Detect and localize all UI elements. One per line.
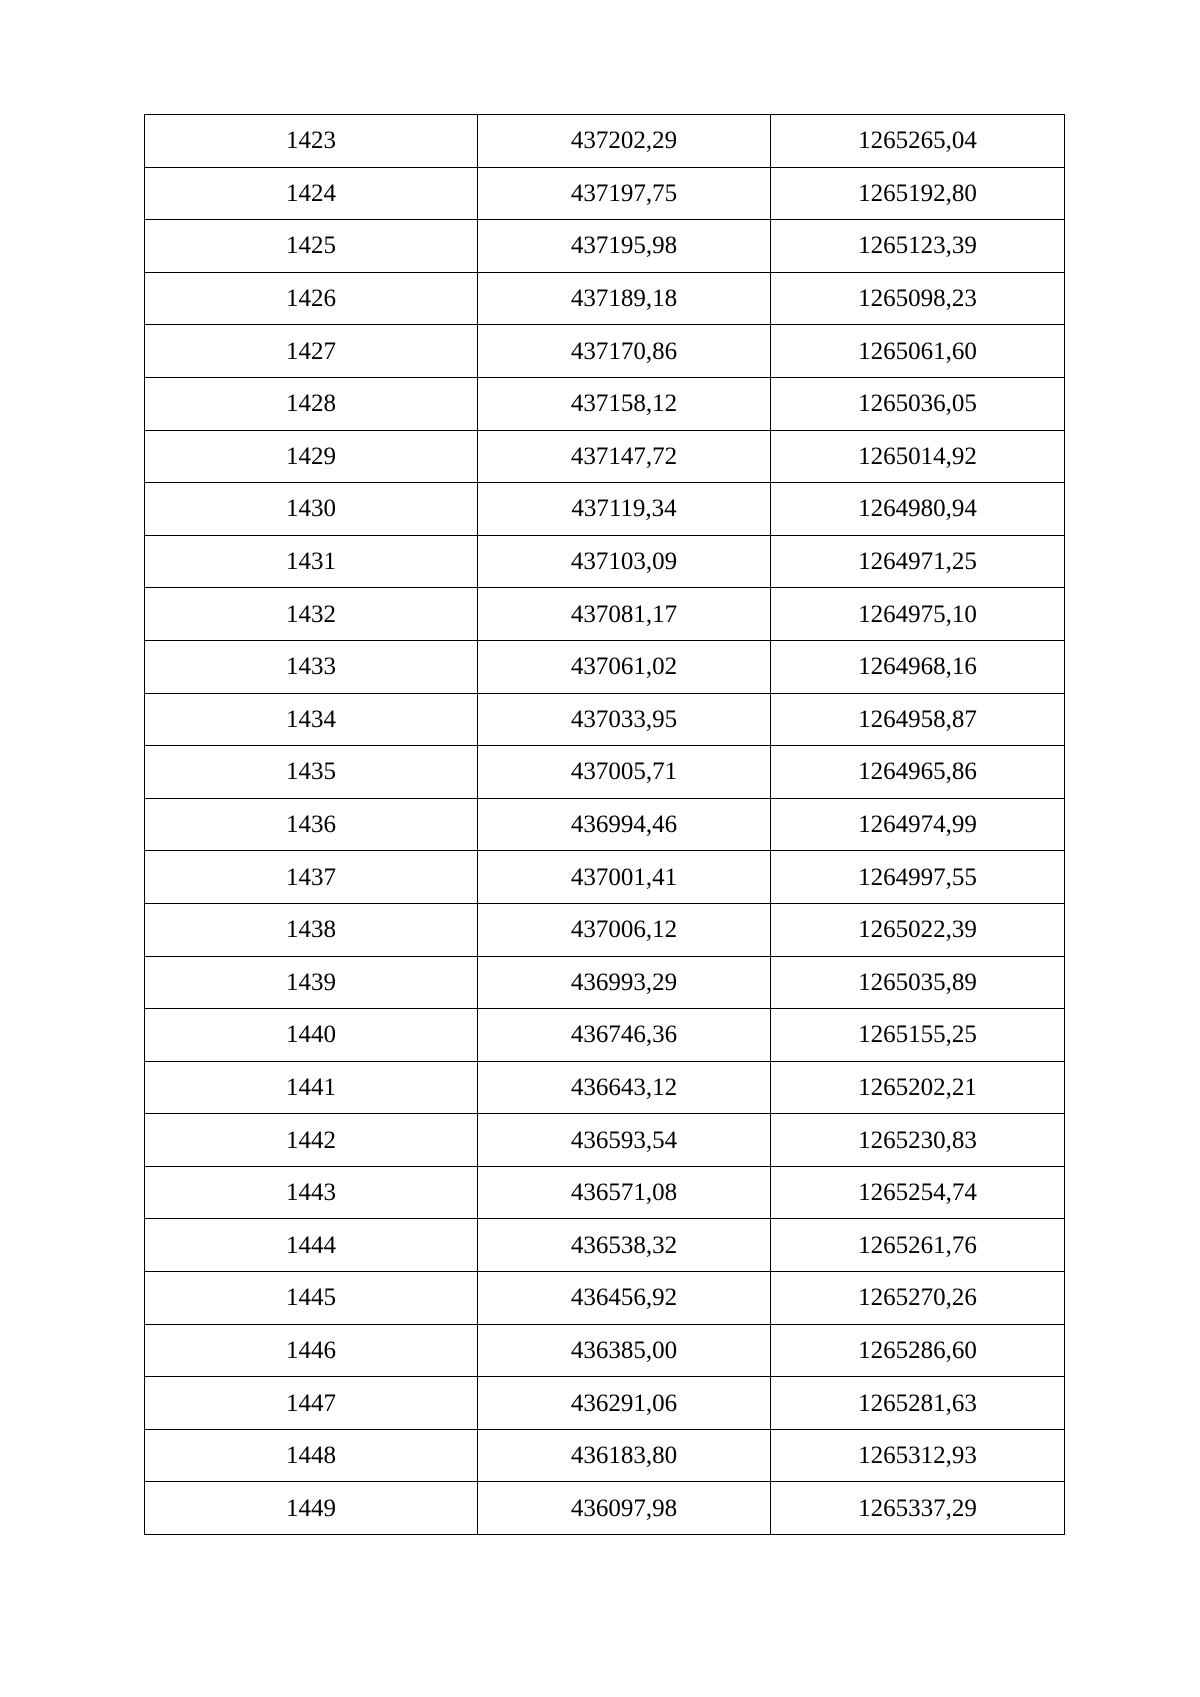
y-coordinate-cell: 1265312,93 (771, 1429, 1065, 1482)
point-number-cell: 1435 (145, 746, 478, 799)
table-row (145, 220, 1065, 273)
table-row (145, 746, 1065, 799)
y-coordinate-cell: 1264971,25 (771, 535, 1065, 588)
x-coordinate-cell: 437001,41 (478, 851, 771, 904)
y-coordinate-cell: 1264958,87 (771, 693, 1065, 746)
point-number-cell: 1423 (145, 115, 478, 168)
x-coordinate-cell: 436538,32 (478, 1219, 771, 1272)
table-row (145, 325, 1065, 378)
y-coordinate-cell: 1265265,04 (771, 115, 1065, 168)
point-number-cell: 1441 (145, 1061, 478, 1114)
point-number-cell: 1429 (145, 430, 478, 483)
x-coordinate-cell: 437033,95 (478, 693, 771, 746)
y-coordinate-cell: 1264975,10 (771, 588, 1065, 641)
coordinates-table-body (145, 115, 1065, 1535)
table-row (145, 430, 1065, 483)
x-coordinate-cell: 436994,46 (478, 798, 771, 851)
table-row (145, 483, 1065, 536)
point-number-cell: 1430 (145, 483, 478, 536)
x-coordinate-cell: 437005,71 (478, 746, 771, 799)
y-coordinate-cell: 1265254,74 (771, 1166, 1065, 1219)
x-coordinate-cell: 437119,34 (478, 483, 771, 536)
x-coordinate-cell: 437006,12 (478, 903, 771, 956)
table-row (145, 115, 1065, 168)
x-coordinate-cell: 437147,72 (478, 430, 771, 483)
point-number-cell: 1438 (145, 903, 478, 956)
x-coordinate-cell: 436097,98 (478, 1482, 771, 1535)
point-number-cell: 1436 (145, 798, 478, 851)
table-row (145, 903, 1065, 956)
y-coordinate-cell: 1264968,16 (771, 640, 1065, 693)
y-coordinate-cell: 1265270,26 (771, 1272, 1065, 1325)
table-row (145, 1482, 1065, 1535)
point-number-cell: 1431 (145, 535, 478, 588)
y-coordinate-cell: 1265261,76 (771, 1219, 1065, 1272)
point-number-cell: 1433 (145, 640, 478, 693)
table-row (145, 1219, 1065, 1272)
x-coordinate-cell: 437195,98 (478, 220, 771, 273)
table-row (145, 1272, 1065, 1325)
x-coordinate-cell: 436456,92 (478, 1272, 771, 1325)
table-row (145, 588, 1065, 641)
x-coordinate-cell: 436571,08 (478, 1166, 771, 1219)
x-coordinate-cell: 437158,12 (478, 377, 771, 430)
table-row (145, 640, 1065, 693)
y-coordinate-cell: 1265098,23 (771, 272, 1065, 325)
table-row (145, 956, 1065, 1009)
y-coordinate-cell: 1265014,92 (771, 430, 1065, 483)
table-row (145, 535, 1065, 588)
x-coordinate-cell: 437061,02 (478, 640, 771, 693)
point-number-cell: 1443 (145, 1166, 478, 1219)
y-coordinate-cell: 1265281,63 (771, 1377, 1065, 1430)
point-number-cell: 1426 (145, 272, 478, 325)
y-coordinate-cell: 1265123,39 (771, 220, 1065, 273)
x-coordinate-cell: 436291,06 (478, 1377, 771, 1430)
point-number-cell: 1434 (145, 693, 478, 746)
point-number-cell: 1448 (145, 1429, 478, 1482)
y-coordinate-cell: 1264974,99 (771, 798, 1065, 851)
point-number-cell: 1432 (145, 588, 478, 641)
y-coordinate-cell: 1264965,86 (771, 746, 1065, 799)
x-coordinate-cell: 437197,75 (478, 167, 771, 220)
table-row (145, 851, 1065, 904)
table-row (145, 1009, 1065, 1062)
table-row (145, 272, 1065, 325)
x-coordinate-cell: 436385,00 (478, 1324, 771, 1377)
point-number-cell: 1439 (145, 956, 478, 1009)
point-number-cell: 1445 (145, 1272, 478, 1325)
y-coordinate-cell: 1265192,80 (771, 167, 1065, 220)
x-coordinate-cell: 436993,29 (478, 956, 771, 1009)
y-coordinate-cell: 1265286,60 (771, 1324, 1065, 1377)
x-coordinate-cell: 437103,09 (478, 535, 771, 588)
y-coordinate-cell: 1265061,60 (771, 325, 1065, 378)
point-number-cell: 1449 (145, 1482, 478, 1535)
point-number-cell: 1444 (145, 1219, 478, 1272)
table-row (145, 1061, 1065, 1114)
y-coordinate-cell: 1265230,83 (771, 1114, 1065, 1167)
table-row (145, 377, 1065, 430)
y-coordinate-cell: 1265155,25 (771, 1009, 1065, 1062)
x-coordinate-cell: 437202,29 (478, 115, 771, 168)
table-row (145, 167, 1065, 220)
point-number-cell: 1446 (145, 1324, 478, 1377)
coordinates-table (144, 114, 1065, 1535)
point-number-cell: 1440 (145, 1009, 478, 1062)
table-row (145, 1166, 1065, 1219)
point-number-cell: 1424 (145, 167, 478, 220)
y-coordinate-cell: 1264997,55 (771, 851, 1065, 904)
y-coordinate-cell: 1265035,89 (771, 956, 1065, 1009)
y-coordinate-cell: 1265036,05 (771, 377, 1065, 430)
point-number-cell: 1425 (145, 220, 478, 273)
point-number-cell: 1428 (145, 377, 478, 430)
table-row (145, 1114, 1065, 1167)
x-coordinate-cell: 436183,80 (478, 1429, 771, 1482)
point-number-cell: 1437 (145, 851, 478, 904)
point-number-cell: 1442 (145, 1114, 478, 1167)
x-coordinate-cell: 436593,54 (478, 1114, 771, 1167)
y-coordinate-cell: 1264980,94 (771, 483, 1065, 536)
table-row (145, 798, 1065, 851)
table-row (145, 1377, 1065, 1430)
x-coordinate-cell: 437081,17 (478, 588, 771, 641)
y-coordinate-cell: 1265337,29 (771, 1482, 1065, 1535)
x-coordinate-cell: 436643,12 (478, 1061, 771, 1114)
table-row (145, 693, 1065, 746)
y-coordinate-cell: 1265022,39 (771, 903, 1065, 956)
x-coordinate-cell: 437170,86 (478, 325, 771, 378)
y-coordinate-cell: 1265202,21 (771, 1061, 1065, 1114)
point-number-cell: 1447 (145, 1377, 478, 1430)
x-coordinate-cell: 437189,18 (478, 272, 771, 325)
table-row (145, 1324, 1065, 1377)
point-number-cell: 1427 (145, 325, 478, 378)
table-row (145, 1429, 1065, 1482)
x-coordinate-cell: 436746,36 (478, 1009, 771, 1062)
